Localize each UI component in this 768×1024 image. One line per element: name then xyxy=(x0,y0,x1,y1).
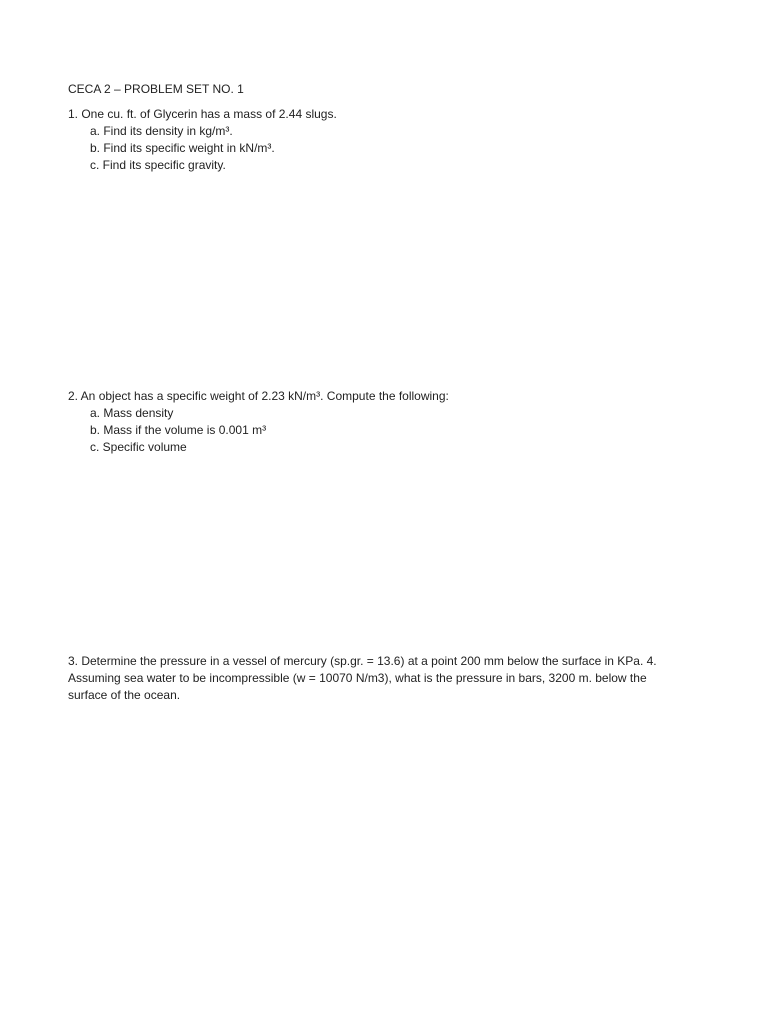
problem-2-stem: 2. An object has a specific weight of 2.23 kN/m³. Compute the following: xyxy=(68,389,449,403)
problem-2-part-a: a. Mass density xyxy=(90,406,174,420)
problem-3-line-1: 3. Determine the pressure in a vessel of mercury (sp.gr. = 13.6) at a point 200 mm below the surface in KPa. 4. xyxy=(68,654,657,668)
page-title: CECA 2 – PROBLEM SET NO. 1 xyxy=(68,82,244,96)
problem-3-line-3: surface of the ocean. xyxy=(68,688,181,702)
problem-1-stem: 1. One cu. ft. of Glycerin has a mass of 2.44 slugs. xyxy=(68,107,337,121)
problem-2-part-c: c. Specific volume xyxy=(90,440,187,454)
problem-1-part-c: c. Find its specific gravity. xyxy=(90,158,226,172)
problem-3-line-2: Assuming sea water to be incompressible (w = 10070 N/m3), what is the pressure in bars, 3200 m. below the xyxy=(68,671,647,685)
problem-1-part-b: b. Find its specific weight in kN/m³. xyxy=(90,141,275,155)
problem-2-part-b: b. Mass if the volume is 0.001 m³ xyxy=(90,423,267,437)
problem-1-part-a: a. Find its density in kg/m³. xyxy=(90,124,233,138)
